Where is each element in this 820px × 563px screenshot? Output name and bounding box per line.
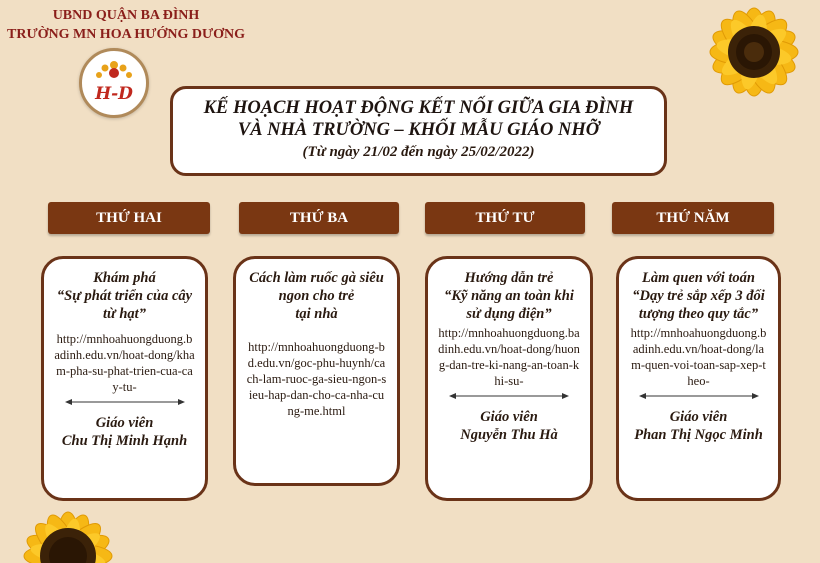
logo-text: H-D xyxy=(95,84,133,104)
title-line-1: KẾ HOẠCH HOẠT ĐỘNG KẾT NỐI GIỮA GIA ĐÌNH xyxy=(203,98,634,118)
day-header-tuesday: THỨ BA xyxy=(239,202,399,234)
activity-card-tuesday xyxy=(233,256,400,486)
title-line-2: VÀ NHÀ TRƯỜNG – KHỐI MẪU GIÁO NHỠ xyxy=(237,120,600,140)
activity-title xyxy=(246,269,387,323)
teacher-role: Giáo viên xyxy=(480,409,538,425)
activity-line-1: Làm quen với toán xyxy=(642,270,755,286)
org-line-1: UBND QUẬN BA ĐÌNH xyxy=(52,8,200,23)
activity-line-1: Hướng dẫn trẻ xyxy=(464,270,554,286)
activity-card-thursday xyxy=(616,256,781,501)
activity-card-wednesday xyxy=(425,256,593,501)
teacher-name: Chu Thị Minh Hạnh xyxy=(61,433,188,449)
sunflower-top-right xyxy=(668,0,820,152)
teacher-name: Phan Thị Ngọc Minh xyxy=(634,427,763,443)
teacher-role: Giáo viên xyxy=(95,415,154,431)
school-logo xyxy=(79,48,149,118)
activity-link[interactable]: http://mnhoahuongduong.badinh.edu.vn/hoat-dong/lam-quen-voi-toan-sap-xep-theo- xyxy=(630,326,767,388)
activity-line-2: “Sự phát triển của cây từ hạt” xyxy=(56,288,193,322)
org-line-2: TRƯỜNG MN HOA HƯỚNG DƯƠNG xyxy=(7,27,245,42)
day-header-thursday: THỨ NĂM xyxy=(612,202,774,234)
title-box xyxy=(170,86,667,176)
title-date-range: (Từ ngày 21/02 đến ngày 25/02/2022) xyxy=(302,144,535,160)
day-header-monday: THỨ HAI xyxy=(48,202,210,234)
teacher-name: Nguyễn Thu Hà xyxy=(460,427,558,443)
activity-title xyxy=(54,269,195,323)
activity-line-1: Cách làm ruốc gà siêu ngon cho trẻ xyxy=(249,270,384,304)
activity-line-2: tại nhà xyxy=(295,306,338,322)
activity-link[interactable]: http://mnhoahuongduong-bd.edu.vn/goc-phu-huynh/cach-lam-ruoc-ga-sieu-ngon-sieu-hap-dan-cho-ca-nha-cung-me.html xyxy=(246,340,387,418)
teacher-role: Giáo viên xyxy=(669,409,728,425)
double-arrow-icon xyxy=(639,392,759,400)
activity-title xyxy=(629,269,768,323)
activity-card-monday xyxy=(41,256,208,501)
double-arrow-icon xyxy=(449,392,569,400)
activity-line-2: “Dạy trẻ sắp xếp 3 đối tượng theo quy tắc” xyxy=(632,288,765,322)
activity-line-1: Khám phá xyxy=(93,270,156,286)
activity-title xyxy=(438,269,580,323)
logo-icon xyxy=(86,55,142,111)
double-arrow-icon xyxy=(65,398,185,406)
activity-link[interactable]: http://mnhoahuongduong.badinh.edu.vn/hoat-dong/kham-pha-su-phat-trien-cua-cay-tu- xyxy=(54,332,195,394)
activity-link[interactable]: http://mnhoahuongduong.badinh.edu.vn/hoat-dong/huong-dan-tre-ki-nang-an-toan-khi-su- xyxy=(438,326,580,388)
activity-line-2: “Kỹ năng an toàn khi sử dụng điện” xyxy=(444,288,574,322)
school-header xyxy=(6,6,246,44)
day-header-wednesday: THỨ TƯ xyxy=(425,202,585,234)
